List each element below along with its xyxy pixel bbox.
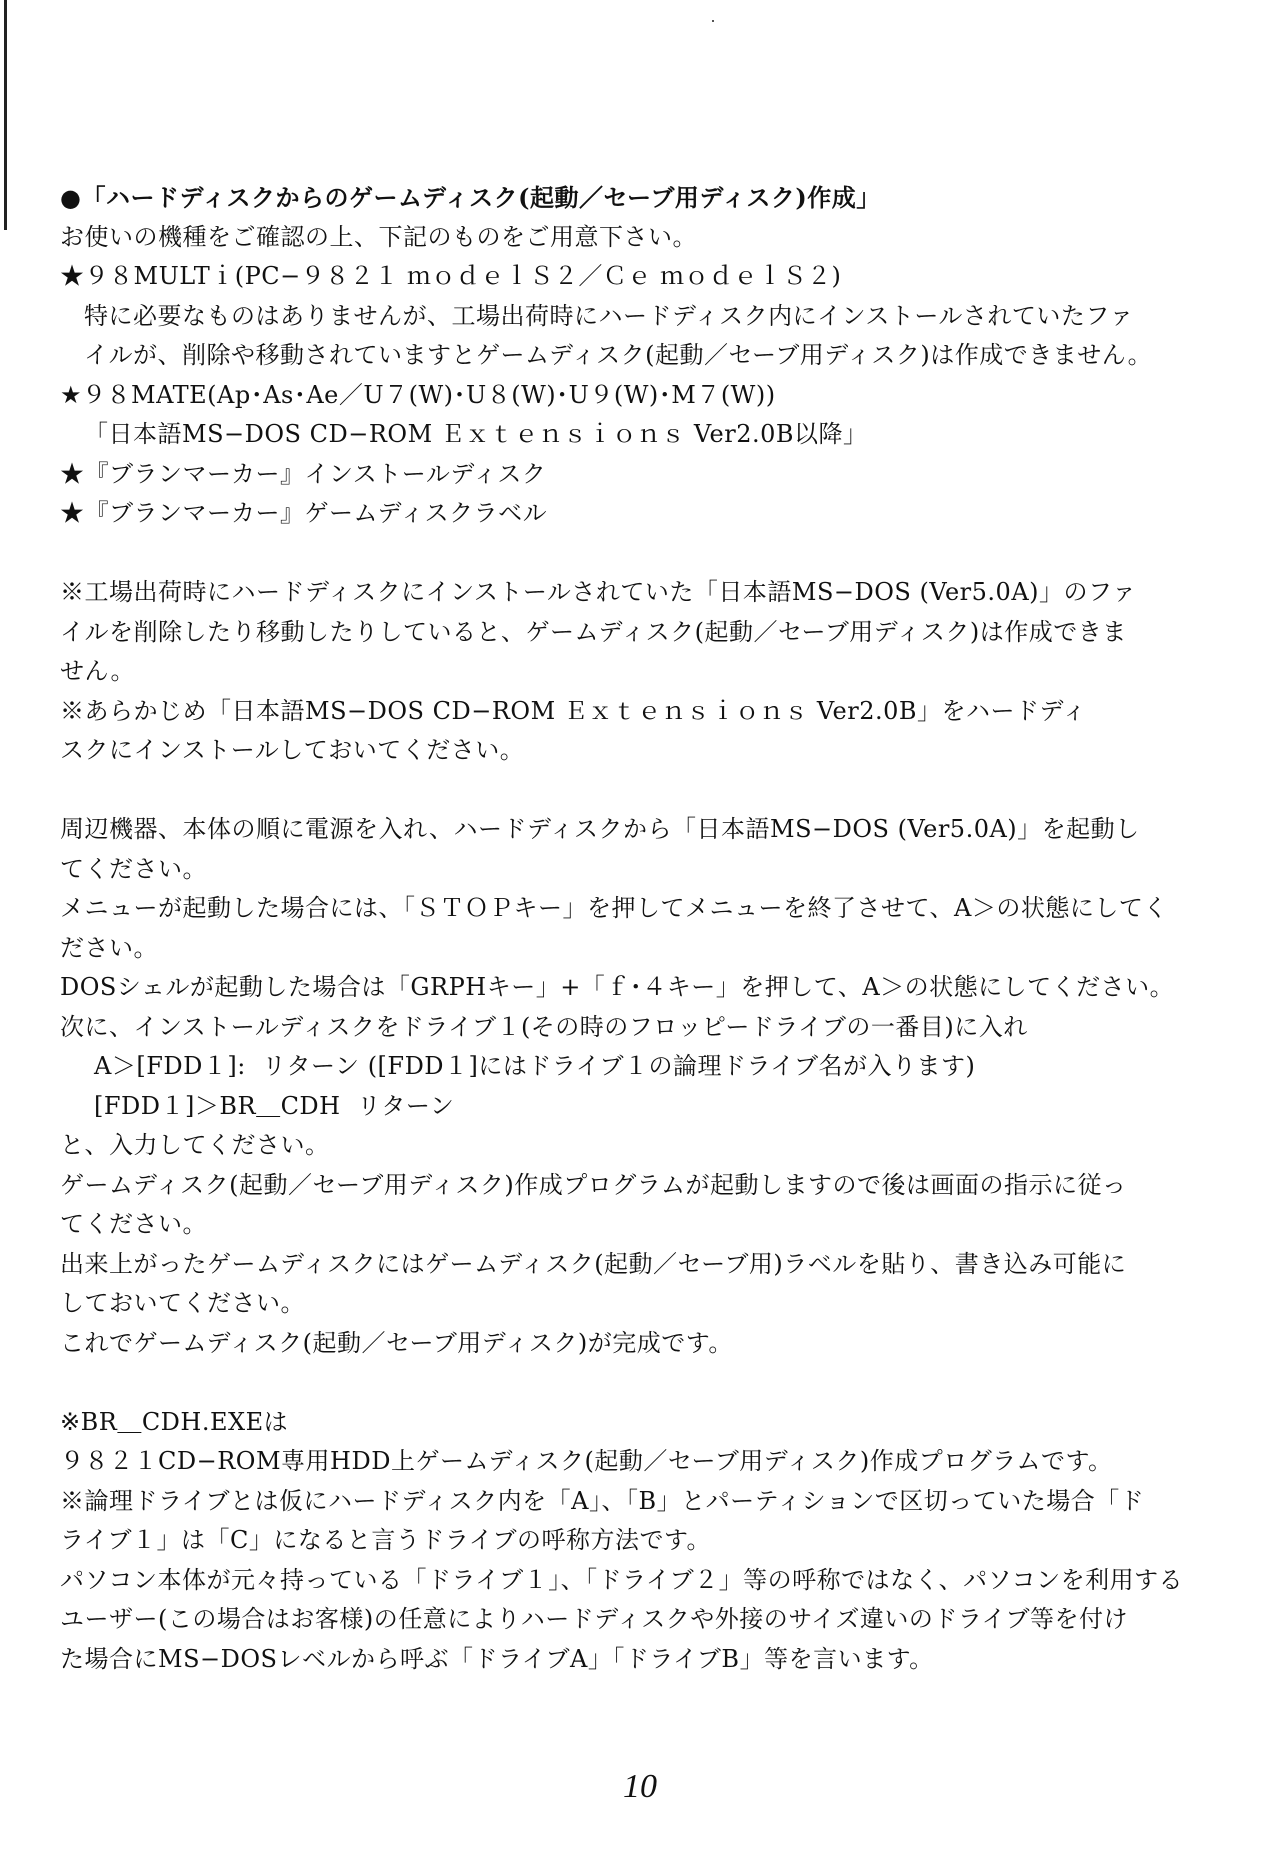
note-line: せん。 bbox=[60, 657, 135, 685]
section-heading: ●「ハードディスクからのゲームディスク(起動／セーブ用ディスク)作成」 bbox=[60, 183, 881, 212]
step-line: DOSシェルが起動した場合は「GRPHキー」+「ｆ･４キー」を押して、A＞の状態にしてください。 bbox=[60, 973, 1175, 1001]
multi-note-line-2: イルが、削除や移動されていますとゲームディスク(起動／セーブ用ディスク)は作成できません。 bbox=[84, 341, 1153, 369]
footnote-line: ユーザー(この場合はお客様)の任意によりハードディスクや外接のサイズ違いのドライブ等を付け bbox=[60, 1605, 1128, 1633]
step-line: ださい。 bbox=[60, 933, 158, 962]
step-line: しておいてください。 bbox=[60, 1289, 305, 1317]
intro-text: お使いの機種をご確認の上、下記のものをご用意下さい。 bbox=[60, 222, 697, 251]
step-line: ゲームディスク(起動／セーブ用ディスク)作成プログラムが起動しますので後は画面の指示に従っ bbox=[60, 1170, 1127, 1199]
scan-dust-mark bbox=[712, 20, 714, 22]
footnote-line: ライブ１」は「C」になると言うドライブの呼称方法です。 bbox=[60, 1526, 712, 1554]
note-line: イルを削除したり移動したりしていると、ゲームディスク(起動／セーブ用ディスク)は作成できま bbox=[60, 617, 1127, 646]
page-number: 10 bbox=[623, 1768, 657, 1805]
multi-model-title: ★９８MULTｉ(PC−９８２１ ｍｏｄｅｌＳ２／Ｃｅ ｍｏｄｅｌＳ２) bbox=[60, 262, 842, 290]
step-line: メニューが起動した場合には、「ＳＴＯＰキー」を押してメニューを終了させて、A＞の状態にしてく bbox=[60, 894, 1168, 922]
step-line: 周辺機器、本体の順に電源を入れ、ハードディスクから「日本語MS−DOS (Ver5.0A)」を起動し bbox=[60, 815, 1140, 843]
command-line: A＞[FDD１]: リターン ([FDD１]にはドライブ１の論理ドライブ名が入ります) bbox=[94, 1052, 976, 1080]
step-line: 出来上がったゲームディスクにはゲームディスク(起動／セーブ用)ラベルを貼り、書き込み可能に bbox=[60, 1249, 1127, 1278]
footnote-line: た場合にMS−DOSレベルから呼ぶ「ドライブA」「ドライブB」等を言います。 bbox=[60, 1644, 934, 1673]
mate-requirement: 「日本語MS−DOS CD−ROM Ｅｘｔｅｎｓｉｏｎｓ Ver2.0B以降」 bbox=[84, 420, 868, 448]
required-item: ★『ブランマーカー』ゲームディスクラベル bbox=[60, 499, 548, 527]
step-line: と、入力してください。 bbox=[60, 1131, 330, 1159]
mate-model-title: ★９８MATE(Ap･As･Ae／U７(W)･U８(W)･U９(W)･M７(W)) bbox=[60, 380, 776, 409]
footnote-line: パソコン本体が元々持っている「ドライブ１」、「ドライブ２」等の呼称ではなく、パソコンを利用する bbox=[60, 1565, 1184, 1594]
required-item: ★『ブランマーカー』インストールディスク bbox=[60, 459, 547, 488]
footnote-line: ※論理ドライブとは仮にハードディスク内を「A」、「B」とパーティションで区切っていた場合「ド bbox=[60, 1486, 1145, 1515]
step-line: てください。 bbox=[60, 854, 207, 883]
note-line: ※あらかじめ「日本語MS−DOS CD−ROM Ｅｘｔｅｎｓｉｏｎｓ Ver2.0B」をハードディ bbox=[60, 696, 1087, 725]
command-line: [FDD１]＞BR＿CDH リターン bbox=[94, 1091, 455, 1120]
scan-edge-mark bbox=[4, 0, 7, 230]
multi-note-line-1: 特に必要なものはありませんが、工場出荷時にハードディスク内にインストールされていたファ bbox=[84, 301, 1134, 330]
manual-page-body bbox=[60, 178, 1200, 1679]
step-line: てください。 bbox=[60, 1210, 207, 1238]
step-line: 次に、インストールディスクをドライブ１(その時のフロッピードライブの一番目)に入れ bbox=[60, 1012, 1028, 1041]
note-line: ※工場出荷時にハードディスクにインストールされていた「日本語MS−DOS (Ver5.0A)」のファ bbox=[60, 578, 1137, 606]
note-line: スクにインストールしておいてください。 bbox=[60, 736, 525, 764]
footnote-line: ※BR＿CDH.EXEは bbox=[60, 1407, 289, 1436]
footnote-line: ９８２１CD−ROM専用HDD上ゲームディスク(起動／セーブ用ディスク)作成プログラムです。 bbox=[60, 1447, 1113, 1475]
step-line: これでゲームディスク(起動／セーブ用ディスク)が完成です。 bbox=[60, 1328, 733, 1357]
